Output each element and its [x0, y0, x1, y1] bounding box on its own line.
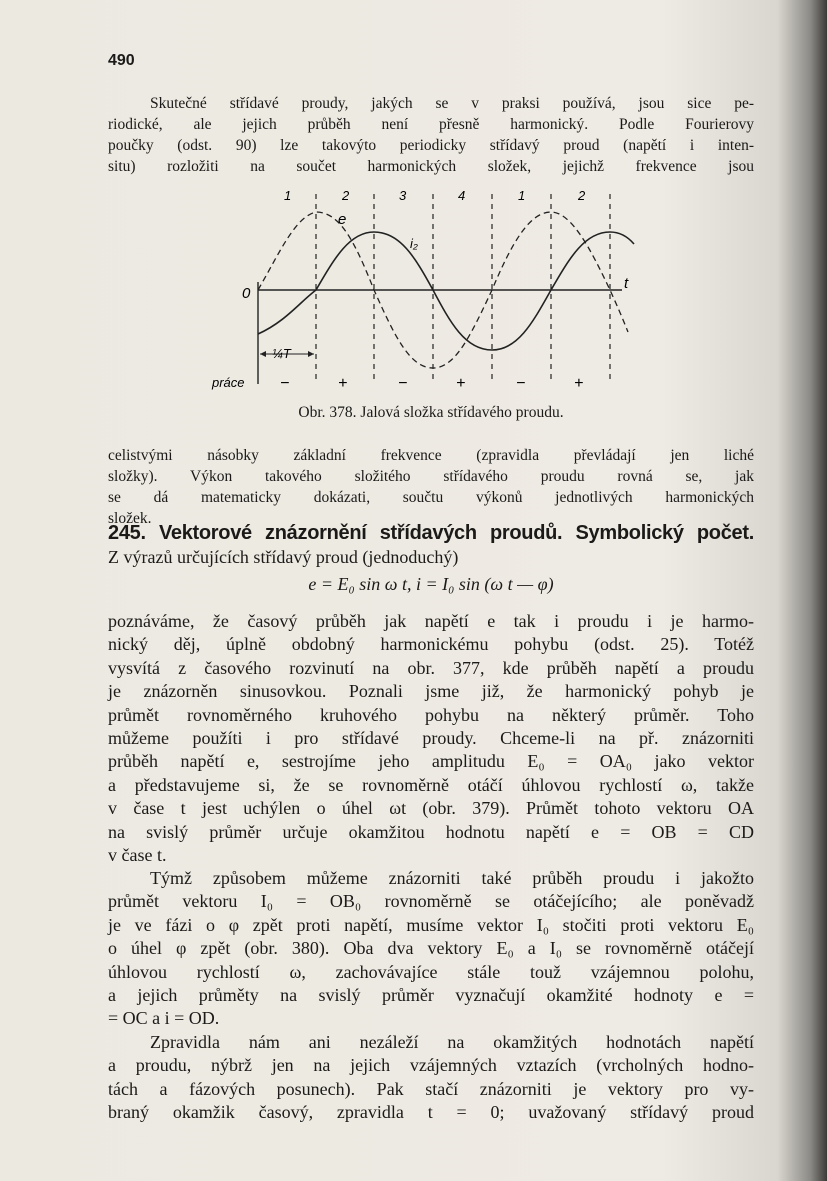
text-line: složky). Výkon takového složitého střídavého proudu rovná se, jak	[108, 468, 754, 485]
text-line: vysvítá z časového rozvinutí na obr. 377, kde průběh napětí a proudu	[108, 657, 754, 678]
current-label: i₂	[410, 236, 418, 251]
phase-number-label: 1	[518, 188, 526, 203]
text-line: můžeme použíti i pro střídavé proudy. Chceme-li na př. znázorniti	[108, 727, 754, 748]
text-line: průběh napětí e, sestrojíme jeho amplitudu E₀ = OA₀ jako vektor	[108, 751, 754, 772]
text-line: a jejich průměty na svislý průměr vyznačují okamžité hodnoty e =	[108, 984, 754, 1005]
work-sign: +	[456, 375, 466, 392]
text-line: a představujeme si, že se rovnoměrně otáčí úhlovou rychlostí ω, takže	[108, 774, 754, 795]
paragraph-3	[108, 1031, 754, 1125]
section-heading: 245. Vektorové znázornění střídavých proudů. Symbolický počet.	[108, 522, 754, 544]
text-line: průmět vektoru I₀ = OB₀ rovnoměrně se otáčejícího; ale poněvadž	[108, 891, 754, 912]
work-sign: +	[338, 375, 348, 392]
time-label: t	[624, 275, 629, 292]
text-line: tách a fázových posunech). Pak stačí znázorniti je vektory pro vy-	[108, 1078, 754, 1099]
text-line: Týmž způsobem můžeme znázorniti také průběh proudu i jakožto	[150, 868, 754, 888]
phase-number-label: 4	[458, 188, 466, 203]
text-line: celistvými násobky základní frekvence (zpravidla převládají jen liché	[108, 447, 754, 464]
text-line: nický děj, úplně obdobný harmonickému pohybu (odst. 25). Totéž	[108, 634, 754, 655]
paragraph-2	[108, 867, 754, 1031]
phase-number-label: 3	[399, 188, 407, 203]
text-line: riodické, ale jejich průběh není přesně harmonický. Podle Fourierovy	[108, 116, 754, 133]
text-line: je ve fázi o φ zpět proti napětí, musíme vektor I₀ stočiti proti vektoru E₀	[108, 914, 754, 935]
intro-paragraph	[108, 93, 754, 177]
text-line: úhlovou rychlostí ω, zachovávajíce stále touž vzájemnou polohu,	[108, 961, 754, 982]
text-line: poznáváme, že časový průběh jak napětí e tak i proudu i je harmo-	[108, 611, 754, 631]
origin-label: 0	[242, 285, 251, 302]
text-line: Zpravidla nám ani nezáleží na okamžitých hodnotách napětí	[150, 1032, 754, 1052]
page-number: 490	[108, 52, 135, 69]
work-sign: −	[280, 375, 290, 392]
phase-number-label: 1	[284, 188, 292, 203]
waveform-figure	[200, 182, 650, 404]
text-line: braný okamžik časový, zpravidla t = 0; uvažovaný střídavý proud	[108, 1102, 754, 1123]
text-line: na svislý průměr určuje okamžitou hodnotu napětí e = OB = CD	[108, 821, 754, 842]
phase-dividers	[316, 194, 610, 384]
text-line: průmět rovnoměrného kruhového pohybu na některý průměr. Toho	[108, 704, 754, 725]
after-figure-paragraph	[108, 445, 754, 529]
paragraph-1	[108, 610, 754, 867]
text-line: Z výrazů určujících střídavý proud (jednoduchý)	[108, 547, 459, 567]
text-line: se dá matematicky dokázati, součtu výkonů jednotlivých harmonických	[108, 489, 754, 506]
quarter-period-label: ¼T	[272, 346, 291, 361]
text-line: o úhel φ zpět (obr. 380). Oba dva vektory E₀ a I₀ se rovnoměrně otáčejí	[108, 938, 754, 959]
formula: e = E₀ sin ω t, i = I₀ sin (ω t — φ)	[308, 574, 554, 594]
current-curve	[258, 232, 634, 350]
text-line: je znázorněn sinusovkou. Poznali jsme již, že harmonický pohyb je	[108, 681, 754, 702]
work-label: práce	[212, 375, 245, 390]
text-line: = OC a i = OD.	[108, 1008, 220, 1029]
voltage-label: e	[338, 211, 347, 228]
text-line: složek.	[108, 510, 152, 527]
text-line: v čase t.	[108, 844, 167, 865]
figure-caption: Obr. 378. Jalová složka střídavého proudu.	[298, 404, 564, 421]
text-line: Skutečné střídavé proudy, jakých se v praksi používá, jsou sice pe-	[150, 95, 754, 112]
phase-number-label: 2	[342, 188, 350, 203]
work-sign: +	[574, 375, 584, 392]
phase-number-label: 2	[578, 188, 586, 203]
work-sign: −	[398, 375, 408, 392]
text-line: v čase t jest uchýlen o úhel ωt (obr. 379). Průmět tohoto vektoru OA	[108, 798, 754, 819]
heading-follow	[108, 546, 754, 569]
work-sign: −	[516, 375, 526, 392]
text-line: poučky (odst. 90) lze takovýto periodicky střídavý proud (napětí i inten-	[108, 137, 754, 154]
text-line: situ) rozložiti na součet harmonických složek, jejichž frekvence jsou	[108, 158, 754, 175]
text-line: a proudu, nýbrž jen na jejich vzájemných vztazích (vrcholných hodno-	[108, 1055, 754, 1076]
